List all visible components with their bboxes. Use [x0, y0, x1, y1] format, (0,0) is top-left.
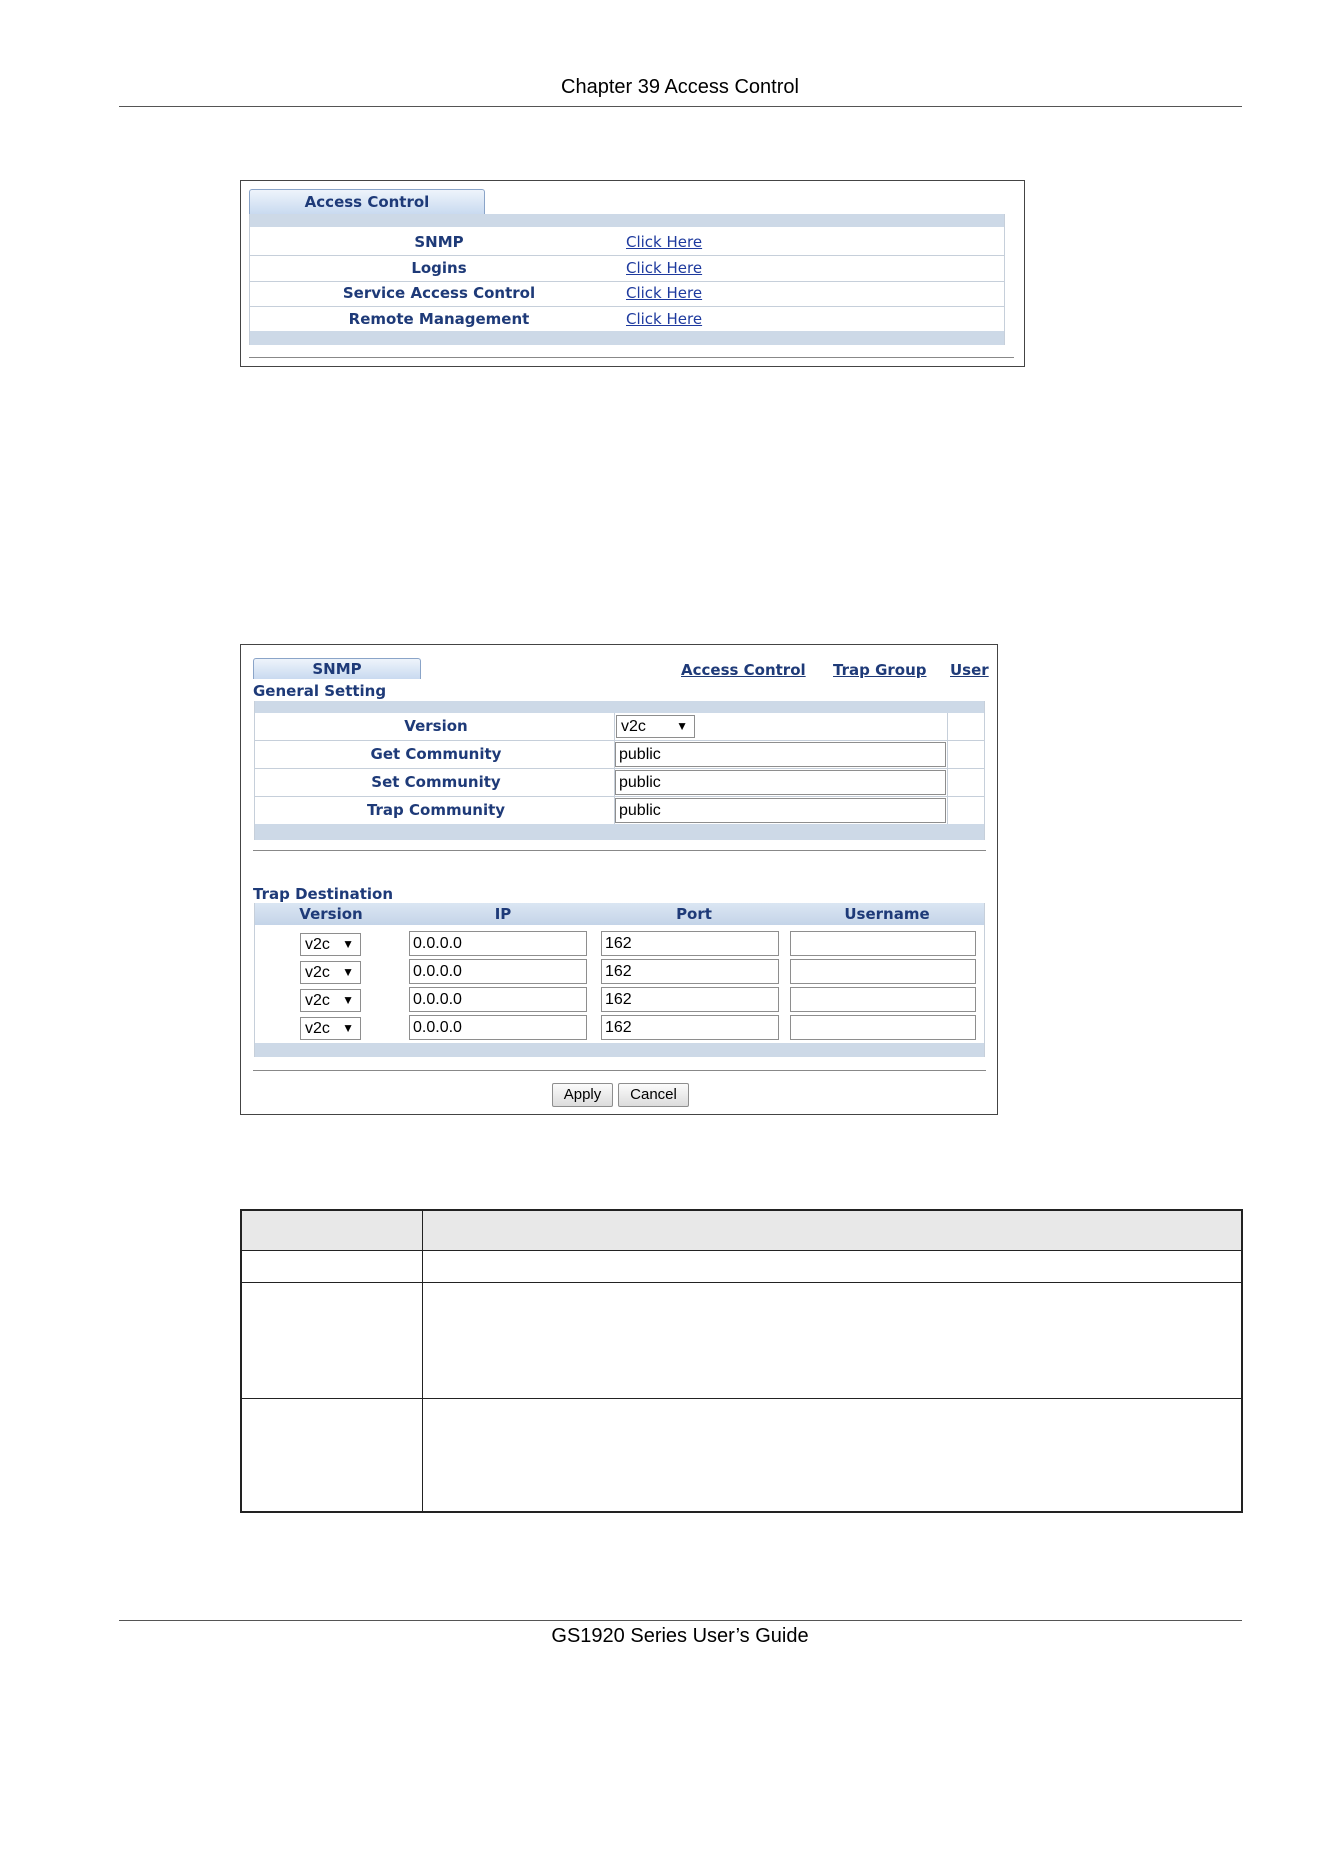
snmp-tab[interactable]: SNMP: [253, 658, 421, 679]
row-divider: [254, 796, 984, 797]
trap-version-value: v2c: [305, 992, 330, 1009]
row-divider: [254, 740, 984, 741]
trap-username-input[interactable]: [790, 959, 976, 984]
access-control-tab[interactable]: Access Control: [249, 189, 485, 214]
row-divider: [254, 768, 984, 769]
table-column-line: [422, 1211, 423, 1511]
version-label: Version: [404, 717, 468, 735]
row-divider: [249, 281, 1004, 282]
trap-version-select[interactable]: [300, 1017, 361, 1040]
trap-port-input[interactable]: 162: [601, 931, 779, 956]
access-control-bottom-bar: [249, 331, 1004, 345]
trap-community-label: Trap Community: [366, 801, 506, 819]
user-link[interactable]: User: [950, 661, 989, 679]
access-row-label: Logins: [411, 259, 467, 277]
header-rule: [119, 106, 1242, 107]
table-border-right: [984, 903, 985, 1057]
general-setting-title: General Setting: [253, 682, 387, 700]
access-control-link[interactable]: Access Control: [681, 661, 806, 679]
access-control-top-bar: [249, 214, 1004, 227]
access-row-label: SNMP: [414, 233, 464, 251]
footer-rule: [119, 1620, 1242, 1621]
chevron-down-icon: ▼: [676, 719, 688, 733]
trap-destination-title: Trap Destination: [253, 885, 394, 903]
chevron-down-icon: ▼: [342, 937, 354, 951]
trap-version-value: v2c: [305, 936, 330, 953]
trap-ip-input[interactable]: 0.0.0.0: [409, 987, 587, 1012]
trap-version-select[interactable]: [300, 961, 361, 984]
table-row-line: [242, 1250, 1241, 1251]
logins-click-here-link[interactable]: Click Here: [626, 259, 703, 277]
table-border-left: [254, 903, 255, 1057]
trap-version-value: v2c: [305, 1020, 330, 1037]
chevron-down-icon: ▼: [342, 1021, 354, 1035]
service-access-click-here-link[interactable]: Click Here: [626, 284, 703, 302]
table-row-line: [242, 1398, 1241, 1399]
trap-col-username: Username: [844, 905, 930, 923]
trap-col-version: Version: [299, 905, 363, 923]
trap-col-ip: IP: [494, 905, 512, 923]
trap-username-input[interactable]: [790, 1015, 976, 1040]
trap-group-link[interactable]: Trap Group: [833, 661, 927, 679]
version-select-value: v2c: [621, 718, 646, 735]
set-community-input[interactable]: public: [615, 770, 946, 795]
version-select[interactable]: [616, 715, 695, 738]
trap-ip-input[interactable]: 0.0.0.0: [409, 959, 587, 984]
trap-port-input[interactable]: 162: [601, 959, 779, 984]
trap-ip-input[interactable]: 0.0.0.0: [409, 931, 587, 956]
set-community-label: Set Community: [371, 773, 501, 791]
general-setting-bottom-bar: [254, 824, 984, 840]
chevron-down-icon: ▼: [342, 993, 354, 1007]
access-row-label: Remote Management: [348, 310, 530, 328]
get-community-input[interactable]: public: [615, 742, 946, 767]
trap-version-select[interactable]: [300, 933, 361, 956]
row-divider: [249, 306, 1004, 307]
trap-ip-input[interactable]: 0.0.0.0: [409, 1015, 587, 1040]
column-divider: [947, 713, 948, 824]
access-row-label: Service Access Control: [342, 284, 536, 302]
section-separator: [253, 850, 986, 851]
table-border-left: [254, 701, 255, 840]
buttons-separator: [253, 1070, 986, 1071]
table-border-right: [1004, 214, 1005, 345]
trap-col-port: Port: [676, 905, 712, 923]
trap-port-input[interactable]: 162: [601, 987, 779, 1012]
trap-community-input[interactable]: public: [615, 798, 946, 823]
row-divider: [249, 255, 1004, 256]
panel-bottom-rule: [249, 357, 1014, 358]
table-row-line: [242, 1282, 1241, 1283]
table-border-right: [984, 701, 985, 840]
trap-port-input[interactable]: 162: [601, 1015, 779, 1040]
cancel-button[interactable]: Cancel: [618, 1083, 689, 1107]
trap-destination-bottom-bar: [254, 1043, 984, 1057]
table-border-left: [249, 214, 250, 345]
description-table-header: [242, 1211, 1241, 1250]
description-table: [240, 1209, 1243, 1513]
get-community-label: Get Community: [370, 745, 502, 763]
trap-username-input[interactable]: [790, 987, 976, 1012]
snmp-panel: [240, 644, 998, 1115]
column-divider: [614, 713, 615, 824]
trap-username-input[interactable]: [790, 931, 976, 956]
snmp-click-here-link[interactable]: Click Here: [626, 233, 703, 251]
chevron-down-icon: ▼: [342, 965, 354, 979]
remote-management-click-here-link[interactable]: Click Here: [626, 310, 703, 328]
page-header: Chapter 39 Access Control: [561, 76, 799, 98]
page-footer: GS1920 Series User’s Guide: [551, 1625, 809, 1647]
apply-button[interactable]: Apply: [552, 1083, 613, 1107]
trap-version-select[interactable]: [300, 989, 361, 1012]
general-setting-top-bar: [254, 701, 984, 713]
trap-version-value: v2c: [305, 964, 330, 981]
access-control-panel: [240, 180, 1025, 367]
